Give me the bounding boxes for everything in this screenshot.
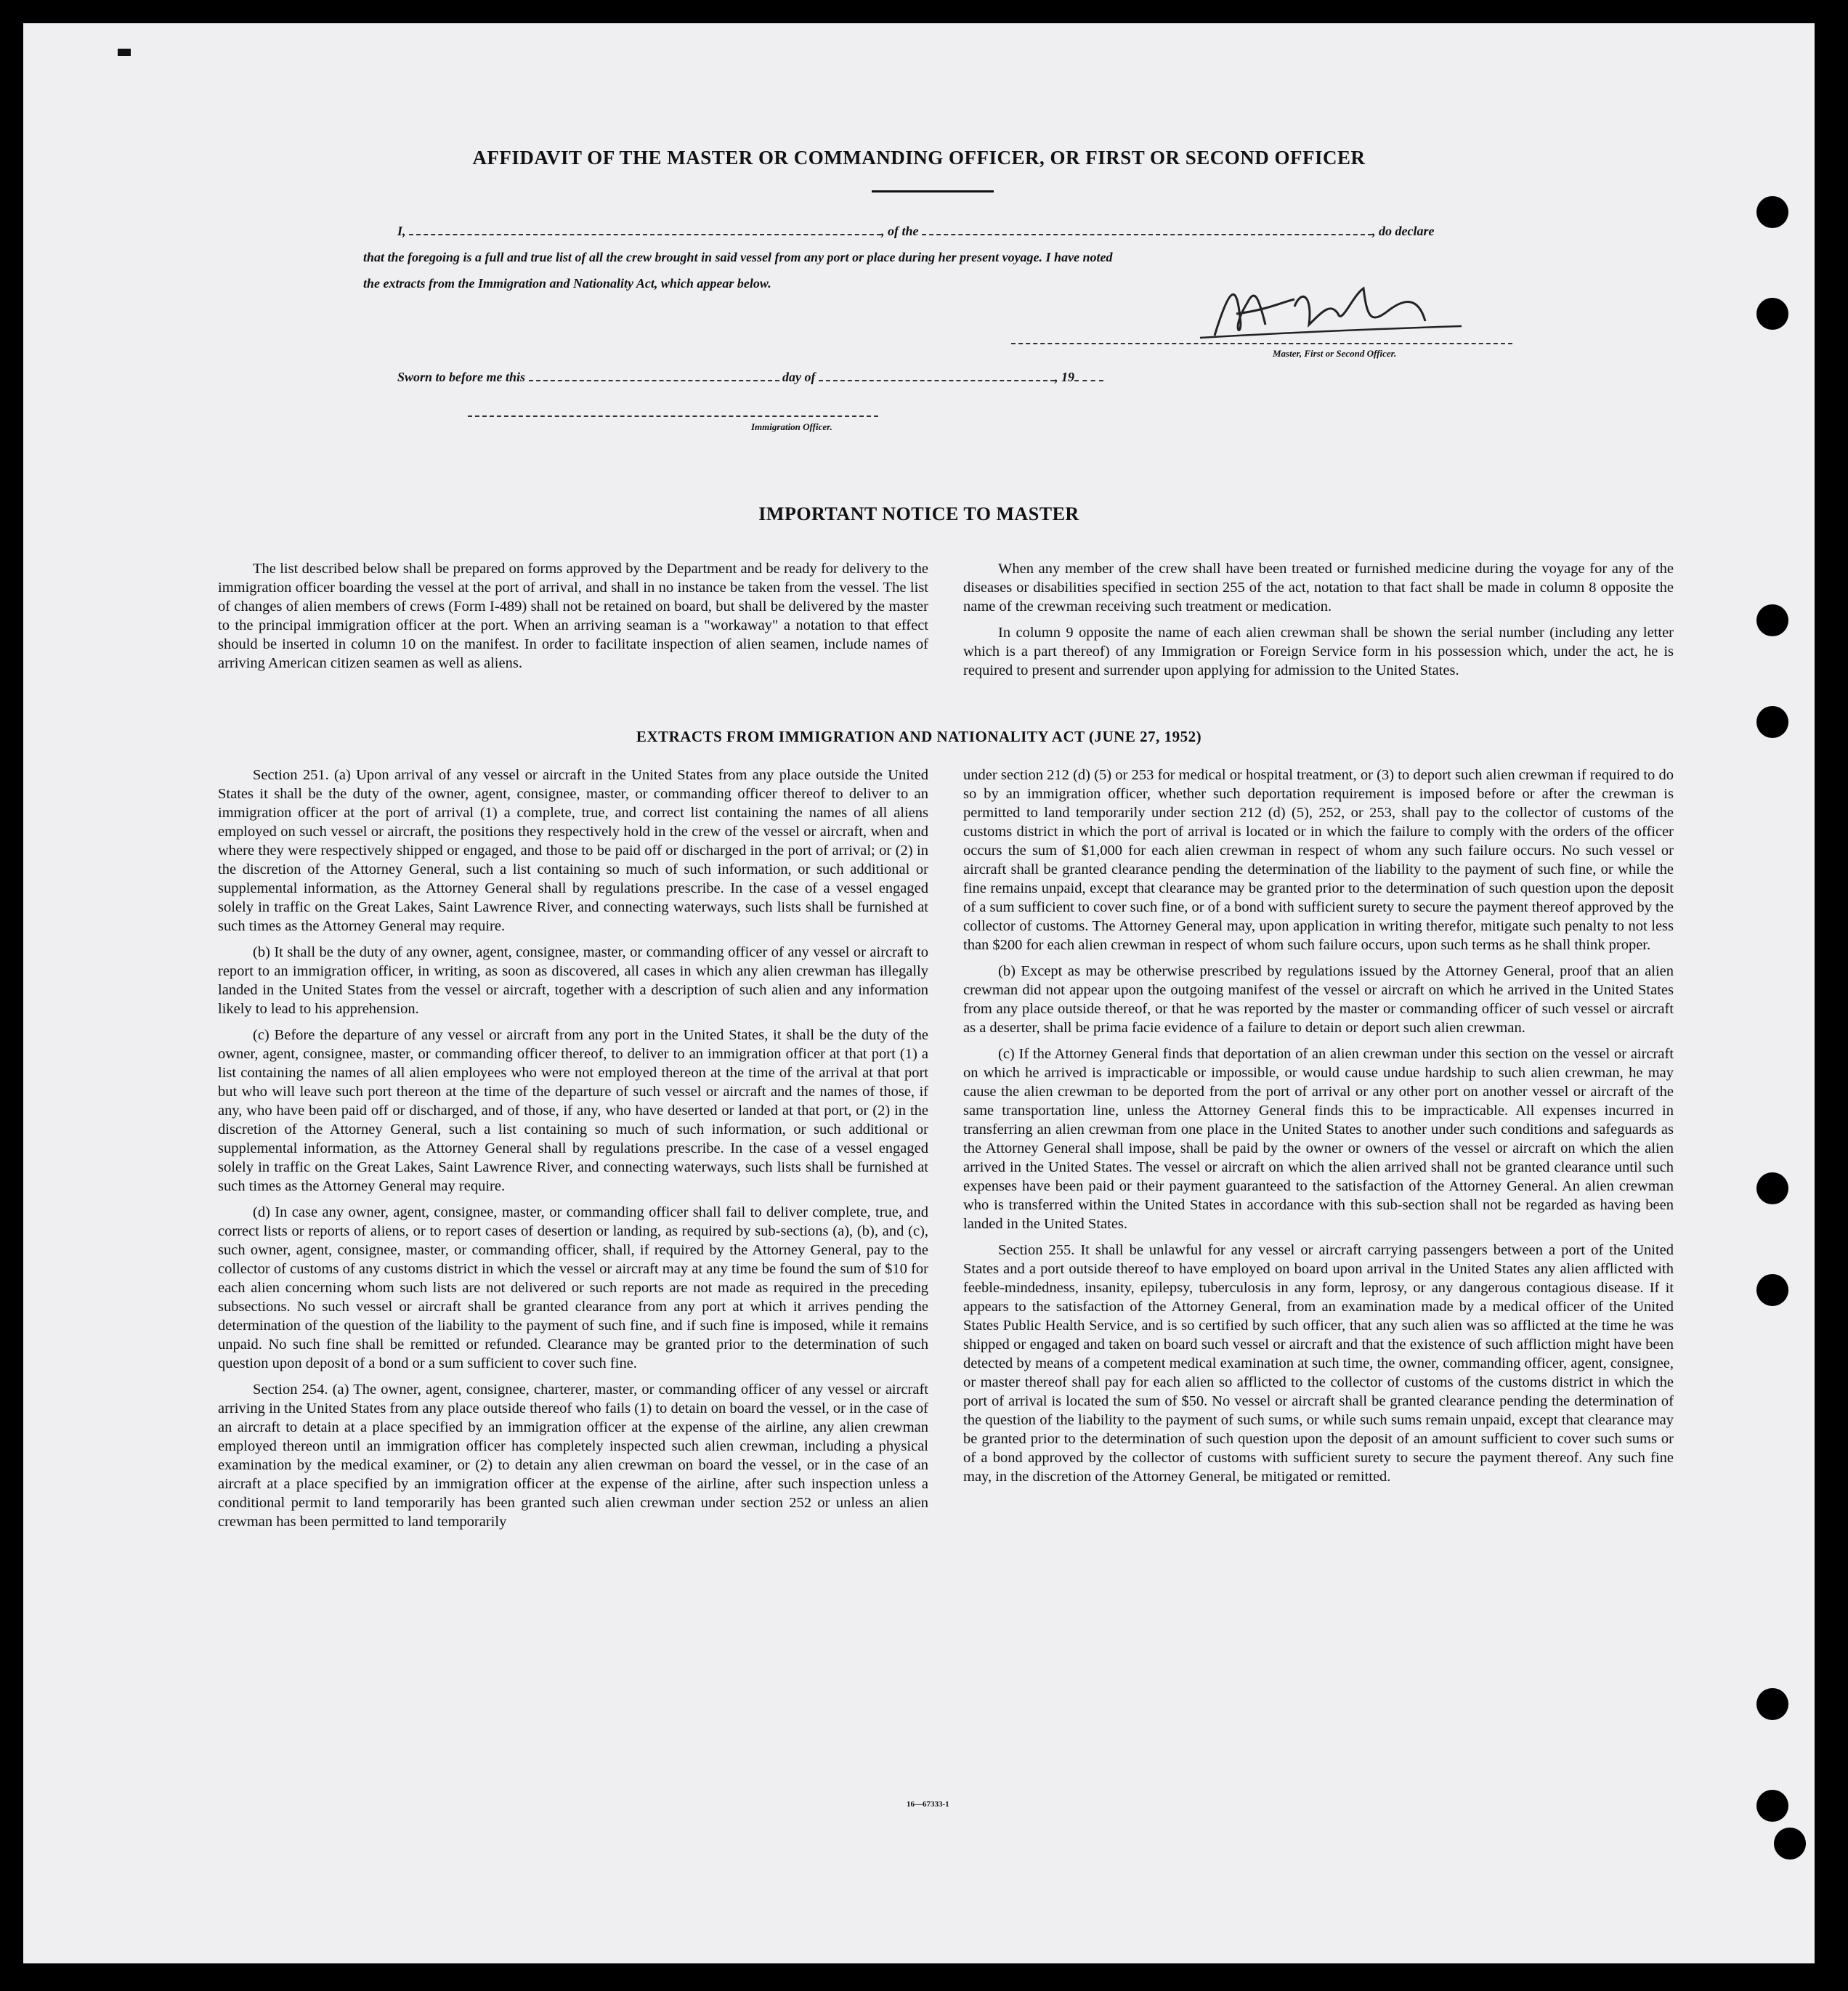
signature [1186,274,1491,354]
year-label: , 19 [1055,370,1075,384]
extracts-left-column [218,766,928,1538]
sworn-month-field[interactable] [819,370,1055,381]
sworn-line [397,370,1103,385]
affidavit-line-2: that the foregoing is a full and true list of all the crew brought in said vessel from any port or place during her present voyage. I have noted [363,250,1113,264]
name-field[interactable] [409,224,881,235]
punch-hole [1756,604,1788,636]
extracts-title: EXTRACTS FROM IMMIGRATION AND NATIONALITY ACT (JUNE 27, 1952) [636,728,1202,745]
extracts-right-column [963,766,1674,1493]
section-254c: (c) If the Attorney General finds that deportation of an alien crewman under this section on the vessel or aircraft on which he arrived is impracticable or impossible, or would cause undue hardship to such alien crewman, he may cause the alien crewman to be deported from the port of arrival or any other port on another vessel or aircraft of the same transportation line, unless the Attorney General finds this to be impracticable. All expenses incurred in transferring an alien crewman from one place in the United States to another under such conditions and safeguards as the Attorney General shall impose, shall be paid by the owner or owners of the vessel or aircraft on which the alien arrived in the United States. The vessel or aircraft on which the alien arrived shall not be granted clearance until such expenses have been paid or their payment guaranteed to the satisfaction of the Attorney General. An alien crewman who is transferred within the United States in accordance with this sub-section shall not be regarded as having been landed in the United States. [963,1046,1674,1232]
affidavit-line-1 [397,224,1435,239]
do-declare-label: , do declare [1372,224,1435,238]
notice-left-column [218,559,928,680]
section-251c: (c) Before the departure of any vessel or aircraft from any port in the United States, it shall be the duty of the owner, agent, consignee, master, or commanding officer thereof, to deliver to an immigration officer at that port (1) a list containing the names of all alien employees who were not employed thereon at the time of the arrival at that port but who will leave such port thereon at the time of the departure of such vessel or aircraft and the names of those, if any, who have been paid off or discharged, and of those, if any, who have deserted or landed at that port, or (2) in the discretion of the Attorney General, such a list containing so much of such information, or such additional or supplemental information, as the Attorney General shall by regulations prescribe. In the case of a vessel engaged solely in traffic on the Great Lakes, Saint Lawrence River, and connecting waterways, such lists shall be furnished at such times as the Attorney General may require. [218,1027,928,1194]
notice-left-paragraph: The list described below shall be prepared on forms approved by the Department and be ready for delivery to the immigration officer boarding the vessel at the port of arrival, and shall in no instance be taken from the vessel. The list of changes of alien members of crews (Form I-489) shall not be retained on board, but shall be delivered by the master to the principal immigration officer at the port. When an arriving seaman is a "workaway" a notation to that effect should be inserted in column 10 on the manifest. In order to facilitate inspection of alien seamen, include names of arriving American citizen seamen as well as aliens. [218,561,928,671]
sworn-year-field[interactable] [1074,370,1103,381]
punch-hole [1756,196,1788,228]
punch-hole [1756,298,1788,330]
day-of-label: day of [782,370,816,384]
punch-hole [1756,1274,1788,1306]
section-254b: (b) Except as may be otherwise prescribed by regulations issued by the Attorney General, proof that an alien crewman did not appear upon the outgoing manifest of the vessel or aircraft on which he arrived in the United States from any place outside thereof, or that he was reported by the master or commanding officer of such vessel or aircraft as a deserter, shall be prima facie evidence of a failure to detain or deport such alien crewman. [963,963,1674,1036]
punch-hole [1756,1172,1788,1204]
section-255: Section 255. It shall be unlawful for any vessel or aircraft carrying passengers between a port of the United States and a port outside thereof to have employed on board upon arrival in the United States any alien afflicted with feeble-mindedness, insanity, epilepsy, tuberculosis in any form, leprosy, or any dangerous contagious disease. If it appears to the satisfaction of the Attorney General, from an examination made by a medical officer of the United States Public Health Service, and is so certified by such officer, that any such alien was so afflicted at the time he was shipped or engaged and taken on board such vessel or aircraft and that the existence of such affliction might have been detected by means of a competent medical examination at such time, the owner, commanding officer, agent, consignee, or master thereof shall pay for each alien so afflicted to the collector of customs of the customs district in which the port of arrival is located the sum of $50. No vessel or aircraft shall be granted clearance pending the determination of the question of the liability to the payment of such sums, or while such sums remain unpaid, except that clearance may be granted prior to the determination of such question upon the deposit of an amount sufficient to cover such sums or of a bond approved by the collector of customs with sufficient surety to secure the payment thereof. Any such fine may, in the discretion of the Attorney General, be mitigated or remitted. [963,1242,1674,1485]
form-code: 16—67333-1 [907,1800,949,1809]
section-251b: (b) It shall be the duty of any owner, agent, consignee, master, or commanding officer of any vessel or aircraft to report to an immigration officer, in writing, as soon as discovered, all cases in which any alien crewman has illegally landed in the United States from the vessel or aircraft, together with a description of such alien and any information likely to lead to his apprehension. [218,944,928,1017]
vessel-field[interactable] [922,224,1372,235]
document-page [23,23,1815,1963]
notice-right-paragraph-2: In column 9 opposite the name of each alien crewman shall be shown the serial number (including any letter which is a part thereof) of any Immigration or Foreign Service form in his possession which, under the act, he is required to present and surrender upon applying for admission to the United States. [963,625,1674,678]
affidavit-i-label: I, [397,224,406,238]
officer-caption: Immigration Officer. [751,421,832,432]
of-the-label: , of the [881,224,919,238]
signature-line [1011,343,1512,344]
punch-hole [1774,1828,1806,1860]
affidavit-line-3: the extracts from the Immigration and Nationality Act, which appear below. [363,276,771,291]
section-254a-continued: under section 212 (d) (5) or 253 for medical or hospital treatment, or (3) to deport such alien crewman if required to do so by an immigration officer, whether such deportation requirement is imposed before or after the crewman is permitted to land temporarily under section 212 (d) (5), 252, or 253, shall pay to the collector of customs of the customs district in which the port of arrival is located or in which the failure to comply with the orders of the officer occurs the sum of $1,000 for each alien crewman in respect of whom any such failure occurs. No such vessel or aircraft shall be granted clearance pending the determination of the liability to the payment of such fine, or while the fine remains unpaid, except that clearance may be granted prior to the determination of such question upon the deposit of a sum sufficient to cover such fine, or of a bond with sufficient surety to secure the payment thereof approved by the collector of customs. The Attorney General may, upon application in writing therefor, mitigate such penalty to not less than $200 for each alien crewman in respect of whom such failure occurs, upon such terms as he shall think proper. [963,767,1674,953]
punch-hole [1756,1688,1788,1720]
punch-hole [1756,1790,1788,1822]
punch-hole [1756,706,1788,738]
notice-right-column [963,559,1674,687]
sworn-label: Sworn to before me this [397,370,526,384]
section-251d: (d) In case any owner, agent, consignee, master, or commanding officer shall fail to deliver complete, true, and correct lists or reports of aliens, or to report cases of desertion or landing, as required by sub-sections (a), (b), and (c), such owner, agent, consignee, master, or commanding officer, shall, if required by the Attorney General, pay to the collector of customs of any customs district in which the vessel or aircraft may at any time be found the sum of $10 for each alien concerning whom such lists are not delivered or such reports are not made as required in the preceding subsections. No such vessel or aircraft shall be granted clearance from any port at which it arrives pending the determination of the question of the liability to the payment of such fine, and if such fine is imposed, while it remains unpaid. No such fine shall be remitted or refunded. Clearance may be granted prior to the determination of such question upon deposit of a bond or a sum sufficient to cover such fine. [218,1204,928,1371]
officer-signature-line [468,415,878,417]
signature-caption: Master, First or Second Officer. [1273,348,1397,359]
notice-title: IMPORTANT NOTICE TO MASTER [758,503,1079,524]
sworn-day-field[interactable] [529,370,779,381]
affidavit-title: AFFIDAVIT OF THE MASTER OR COMMANDING OFFICER, OR FIRST OR SECOND OFFICER [472,147,1366,169]
notice-right-paragraph-1: When any member of the crew shall have been treated or furnished medicine during the voyage for any of the diseases or disabilities specified in section 255 of the act, notation to that fact shall be made in column 8 opposite the name of the crewman receiving such treatment or medication. [963,561,1674,615]
scan-mark [118,49,131,56]
title-rule [872,190,994,192]
section-254a: Section 254. (a) The owner, agent, consignee, charterer, master, or commanding officer of any vessel or aircraft arriving in the United States from any place outside thereof who fails (1) to detain on board the vessel, or in the case of an aircraft to detain at a place specified by an immigration officer at the expense of the airline, any alien crewman employed thereon until an immigration officer has completely inspected such alien crewman, including a physical examination by the medical examiner, or (2) to detain any alien crewman on board the vessel, or in the case of an aircraft at a place specified by an immigration officer at the expense of the airline, after such inspection unless a conditional permit to land temporarily has been granted such alien crewman under section 252 or unless an alien crewman has been permitted to land temporarily [218,1382,928,1530]
section-251a: Section 251. (a) Upon arrival of any vessel or aircraft in the United States from any place outside the United States it shall be the duty of the owner, agent, consignee, master, or commanding officer thereof to deliver to an immigration officer at the port of arrival (1) a complete, true, and correct list containing the names of all aliens employed on such vessel or aircraft, the positions they respectively hold in the crew of the vessel or aircraft, when and where they were respectively shipped or engaged, and those to be paid off or discharged in the port of arrival; or (2) in the discretion of the Attorney General, such a list containing so much of such information, or such additional or supplemental information, as the Attorney General shall by regulations prescribe. In the case of a vessel engaged solely in traffic on the Great Lakes, Saint Lawrence River, and connecting waterways, such lists shall be furnished at such times as the Attorney General may require. [218,767,928,934]
